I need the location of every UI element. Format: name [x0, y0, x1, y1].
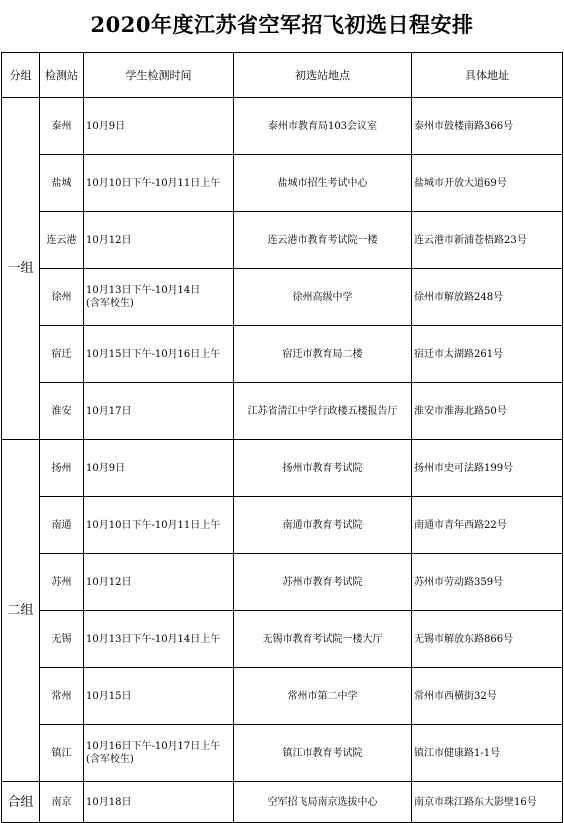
address-cell: 南京市珠江路东大影壁16号 [412, 782, 563, 823]
address-cell: 南通市青年西路22号 [412, 497, 563, 554]
time-text: 10月9日 [86, 462, 126, 474]
station-cell: 宿迁 [40, 326, 84, 383]
time-cell [84, 497, 234, 554]
table-row [2, 440, 563, 497]
time-cell [84, 668, 234, 725]
time-text: 10月17日 [86, 405, 132, 417]
table-row [2, 212, 563, 269]
time-cell [84, 155, 234, 212]
station-cell: 连云港 [40, 212, 84, 269]
time-cell [84, 269, 234, 326]
table-row [2, 497, 563, 554]
time-text: 10月18日 [86, 796, 132, 808]
header-group: 分组 [2, 53, 40, 98]
station-cell: 镇江 [40, 725, 84, 782]
site-cell: 江苏省清江中学行政楼五楼报告厅 [234, 383, 412, 440]
table-row [2, 383, 563, 440]
time-cell [84, 326, 234, 383]
header-address: 具体地址 [412, 53, 563, 98]
time-cell [84, 554, 234, 611]
site-cell: 镇江市教育考试院 [234, 725, 412, 782]
time-text: 10月12日 [86, 234, 132, 246]
group-label: 一组 [2, 98, 40, 440]
time-text: 10月9日 [86, 120, 126, 132]
address-cell: 常州市西横街32号 [412, 668, 563, 725]
time-text: 10月16日下午-10月17日上午 [86, 741, 221, 752]
station-cell: 南通 [40, 497, 84, 554]
station-cell: 泰州 [40, 98, 84, 155]
time-note: (含军校生) [86, 754, 134, 765]
time-cell [84, 440, 234, 497]
station-cell: 徐州 [40, 269, 84, 326]
site-cell: 连云港市教育考试院一楼 [234, 212, 412, 269]
station-cell: 无锡 [40, 611, 84, 668]
address-cell: 盐城市开放大道69号 [412, 155, 563, 212]
time-text: 10月10日下午-10月11日上午 [86, 177, 221, 189]
address-cell: 连云港市新浦苍梧路23号 [412, 212, 563, 269]
address-cell: 宿迁市太湖路261号 [412, 326, 563, 383]
time-text: 10月13日下午-10月14日上午 [86, 633, 221, 645]
site-cell: 扬州市教育考试院 [234, 440, 412, 497]
address-cell: 镇江市健康路1-1号 [412, 725, 563, 782]
address-cell: 扬州市史可法路199号 [412, 440, 563, 497]
address-cell: 无锡市解放东路866号 [412, 611, 563, 668]
schedule-table [1, 52, 563, 823]
site-cell: 宿迁市教育局二楼 [234, 326, 412, 383]
table-header-row [2, 53, 563, 98]
table-row [2, 269, 563, 326]
table-row [2, 725, 563, 782]
station-cell: 南京 [40, 782, 84, 823]
time-cell [84, 725, 234, 782]
header-station: 检测站 [40, 53, 84, 98]
station-cell: 常州 [40, 668, 84, 725]
table-row [2, 668, 563, 725]
time-note: (含军校生) [86, 298, 134, 309]
group-label: 二组 [2, 440, 40, 782]
address-cell: 苏州市劳动路359号 [412, 554, 563, 611]
table-row [2, 98, 563, 155]
station-cell: 扬州 [40, 440, 84, 497]
table-row [2, 554, 563, 611]
station-cell: 苏州 [40, 554, 84, 611]
time-cell [84, 782, 234, 823]
header-time: 学生检测时间 [84, 53, 234, 98]
address-cell: 泰州市鼓楼南路366号 [412, 98, 563, 155]
group-label: 合组 [2, 782, 40, 823]
time-cell [84, 611, 234, 668]
time-text: 10月13日下午-10月14日 [86, 285, 201, 296]
site-cell: 常州市第二中学 [234, 668, 412, 725]
table-row [2, 155, 563, 212]
site-cell: 徐州高级中学 [234, 269, 412, 326]
site-cell: 苏州市教育考试院 [234, 554, 412, 611]
site-cell: 泰州市教育局103会议室 [234, 98, 412, 155]
site-cell: 盐城市招生考试中心 [234, 155, 412, 212]
time-text: 10月15日下午-10月16日上午 [86, 348, 221, 360]
time-cell [84, 383, 234, 440]
table-row [2, 782, 563, 823]
header-site: 初选站地点 [234, 53, 412, 98]
station-cell: 盐城 [40, 155, 84, 212]
time-text: 10月12日 [86, 576, 132, 588]
table-row [2, 611, 563, 668]
station-cell: 淮安 [40, 383, 84, 440]
site-cell: 南通市教育考试院 [234, 497, 412, 554]
address-cell: 徐州市解放路248号 [412, 269, 563, 326]
time-text: 10月10日下午-10月11日上午 [86, 519, 221, 531]
page-title: 2020年度江苏省空军招飞初选日程安排 [90, 12, 474, 37]
table-row [2, 326, 563, 383]
address-cell: 淮安市淮海北路50号 [412, 383, 563, 440]
site-cell: 无锡市教育考试院一楼大厅 [234, 611, 412, 668]
site-cell: 空军招飞局南京选拔中心 [234, 782, 412, 823]
time-cell [84, 212, 234, 269]
time-cell [84, 98, 234, 155]
time-text: 10月15日 [86, 690, 132, 702]
